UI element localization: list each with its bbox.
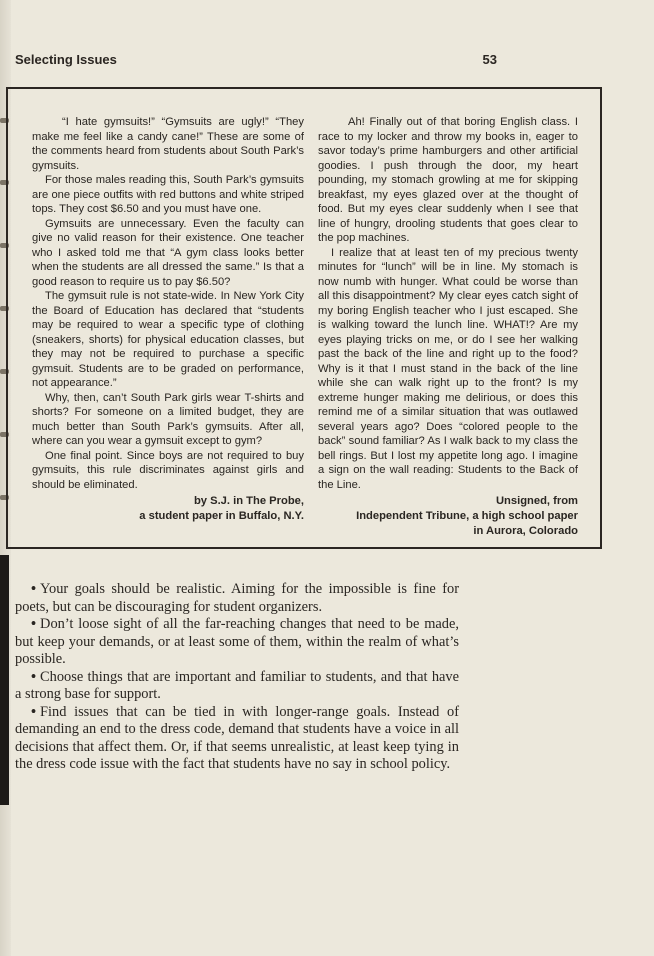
boxed-articles [6, 87, 602, 549]
bullet-text: Don’t loose sight of all the far-reaching changes that need to be made, but keep your demands, or at least some of them, within the realm of what’s possible. [15, 616, 459, 667]
left-article [32, 115, 304, 524]
bullet-icon: • [31, 616, 37, 632]
bullet-item [15, 581, 459, 616]
bullet-icon: • [31, 668, 37, 685]
section-title: Selecting Issues [15, 52, 117, 67]
bullet-item [15, 616, 459, 669]
article-paragraph: Why, then, can’t South Park girls wear T-shirts and shorts? For someone on a limited budget, they are much better than South Park’s gymsuits. After all, where can you wear a gymsuit except to gym? [32, 391, 304, 447]
right-attribution [318, 494, 578, 539]
attribution-line: a student paper in Buffalo, N.Y. [139, 510, 304, 522]
article-paragraph: I realize that at least ten of my precious twenty minutes for “lunch” will be in line. My stomach is now numb with hunger. What could be worse than all this disappointment? My clear eyes catch sight of my boring English teacher who I just escaped. She is walking toward the lunch line. WHAT!? Are my eyes playing tricks on me, or do I see her walking past the back of the line and right up to the food? Why is it that I must stand in the back of the line while she can walk right up to the front? Is my extreme hunger making me delirious, or does this remind me of a similar situation that was outlawed several years ago? Does “colored people to the back” sound familiar? As I walk back to my class the bell rings. But I lost my appetite long ago. I imagine a sign on the wall reading: Students to the Back of the Line. [318, 246, 578, 491]
bullet-item [15, 669, 459, 704]
attribution-line: Independent Tribune, a high school paper [356, 510, 578, 522]
article-paragraph: Gymsuits are unnecessary. Even the faculty can give no valid reason for their existence. One teacher who I asked told me that “A gym class looks better when the students are all dressed the same.” Is that a good reason to require us to pay $6.50? [32, 217, 304, 288]
bullet-icon: • [31, 703, 37, 720]
attribution-line: Unsigned, from [495, 495, 578, 507]
page-number: 53 [482, 52, 497, 67]
attribution-line: in Aurora, Colorado [473, 525, 578, 537]
article-paragraph: The gymsuit rule is not state-wide. In New York City the Board of Education has declared that “students may be required to wear a specific type of clothing (sneakers, shorts) for physical education classes, but they may not be required to purchase a specific gymsuit. Students are to be graded on performance, not appearance.” [32, 290, 304, 389]
right-article [318, 115, 578, 539]
bullet-text: Your goals should be realistic. Aiming for the impossible is fine for poets, but can be discouraging for student organizers. [15, 581, 459, 615]
bullet-text: Choose things that are important and familiar to students, and that have a strong base for support. [15, 668, 459, 702]
binding-shadow [0, 555, 9, 805]
bullet-text: Find issues that can be tied in with longer-range goals. Instead of demanding an end to the dress code, demand that students have a voice in all decisions that affect them. Or, if that seems unrealistic, at least keep tying in the dress code issue with the fact that students have no say in school policy. [15, 703, 459, 772]
attribution-line: by S.J. in The Probe, [193, 495, 304, 507]
article-paragraph: One final point. Since boys are not required to buy gymsuits, this rule discriminates against girls and should be eliminated. [32, 449, 304, 491]
left-attribution [32, 494, 304, 524]
article-paragraph: “I hate gymsuits!” “Gymsuits are ugly!” “They make me feel like a candy cane!” These are some of the comments heard from students about South Park’s gymsuits. [32, 116, 304, 172]
bullet-list [15, 581, 459, 774]
article-paragraph: For those males reading this, South Park’s gymsuits are one piece outfits with red buttons and white striped tops. They cost $6.50 and you must have one. [32, 174, 304, 215]
bullet-item [15, 704, 459, 774]
bullet-icon: • [31, 581, 37, 597]
article-paragraph: Ah! Finally out of that boring English class. I race to my locker and throw my books in, eager to savor today’s prime hamburgers and other artificial goodies. I push through the door, my heart pounding, my stomach growling at me for skipping breakfast, my eyes glazed over at the thought of food. But my eyes clear suddenly when I see that line of hungry, drooling students that goes clear to the pop machines. [318, 116, 578, 244]
